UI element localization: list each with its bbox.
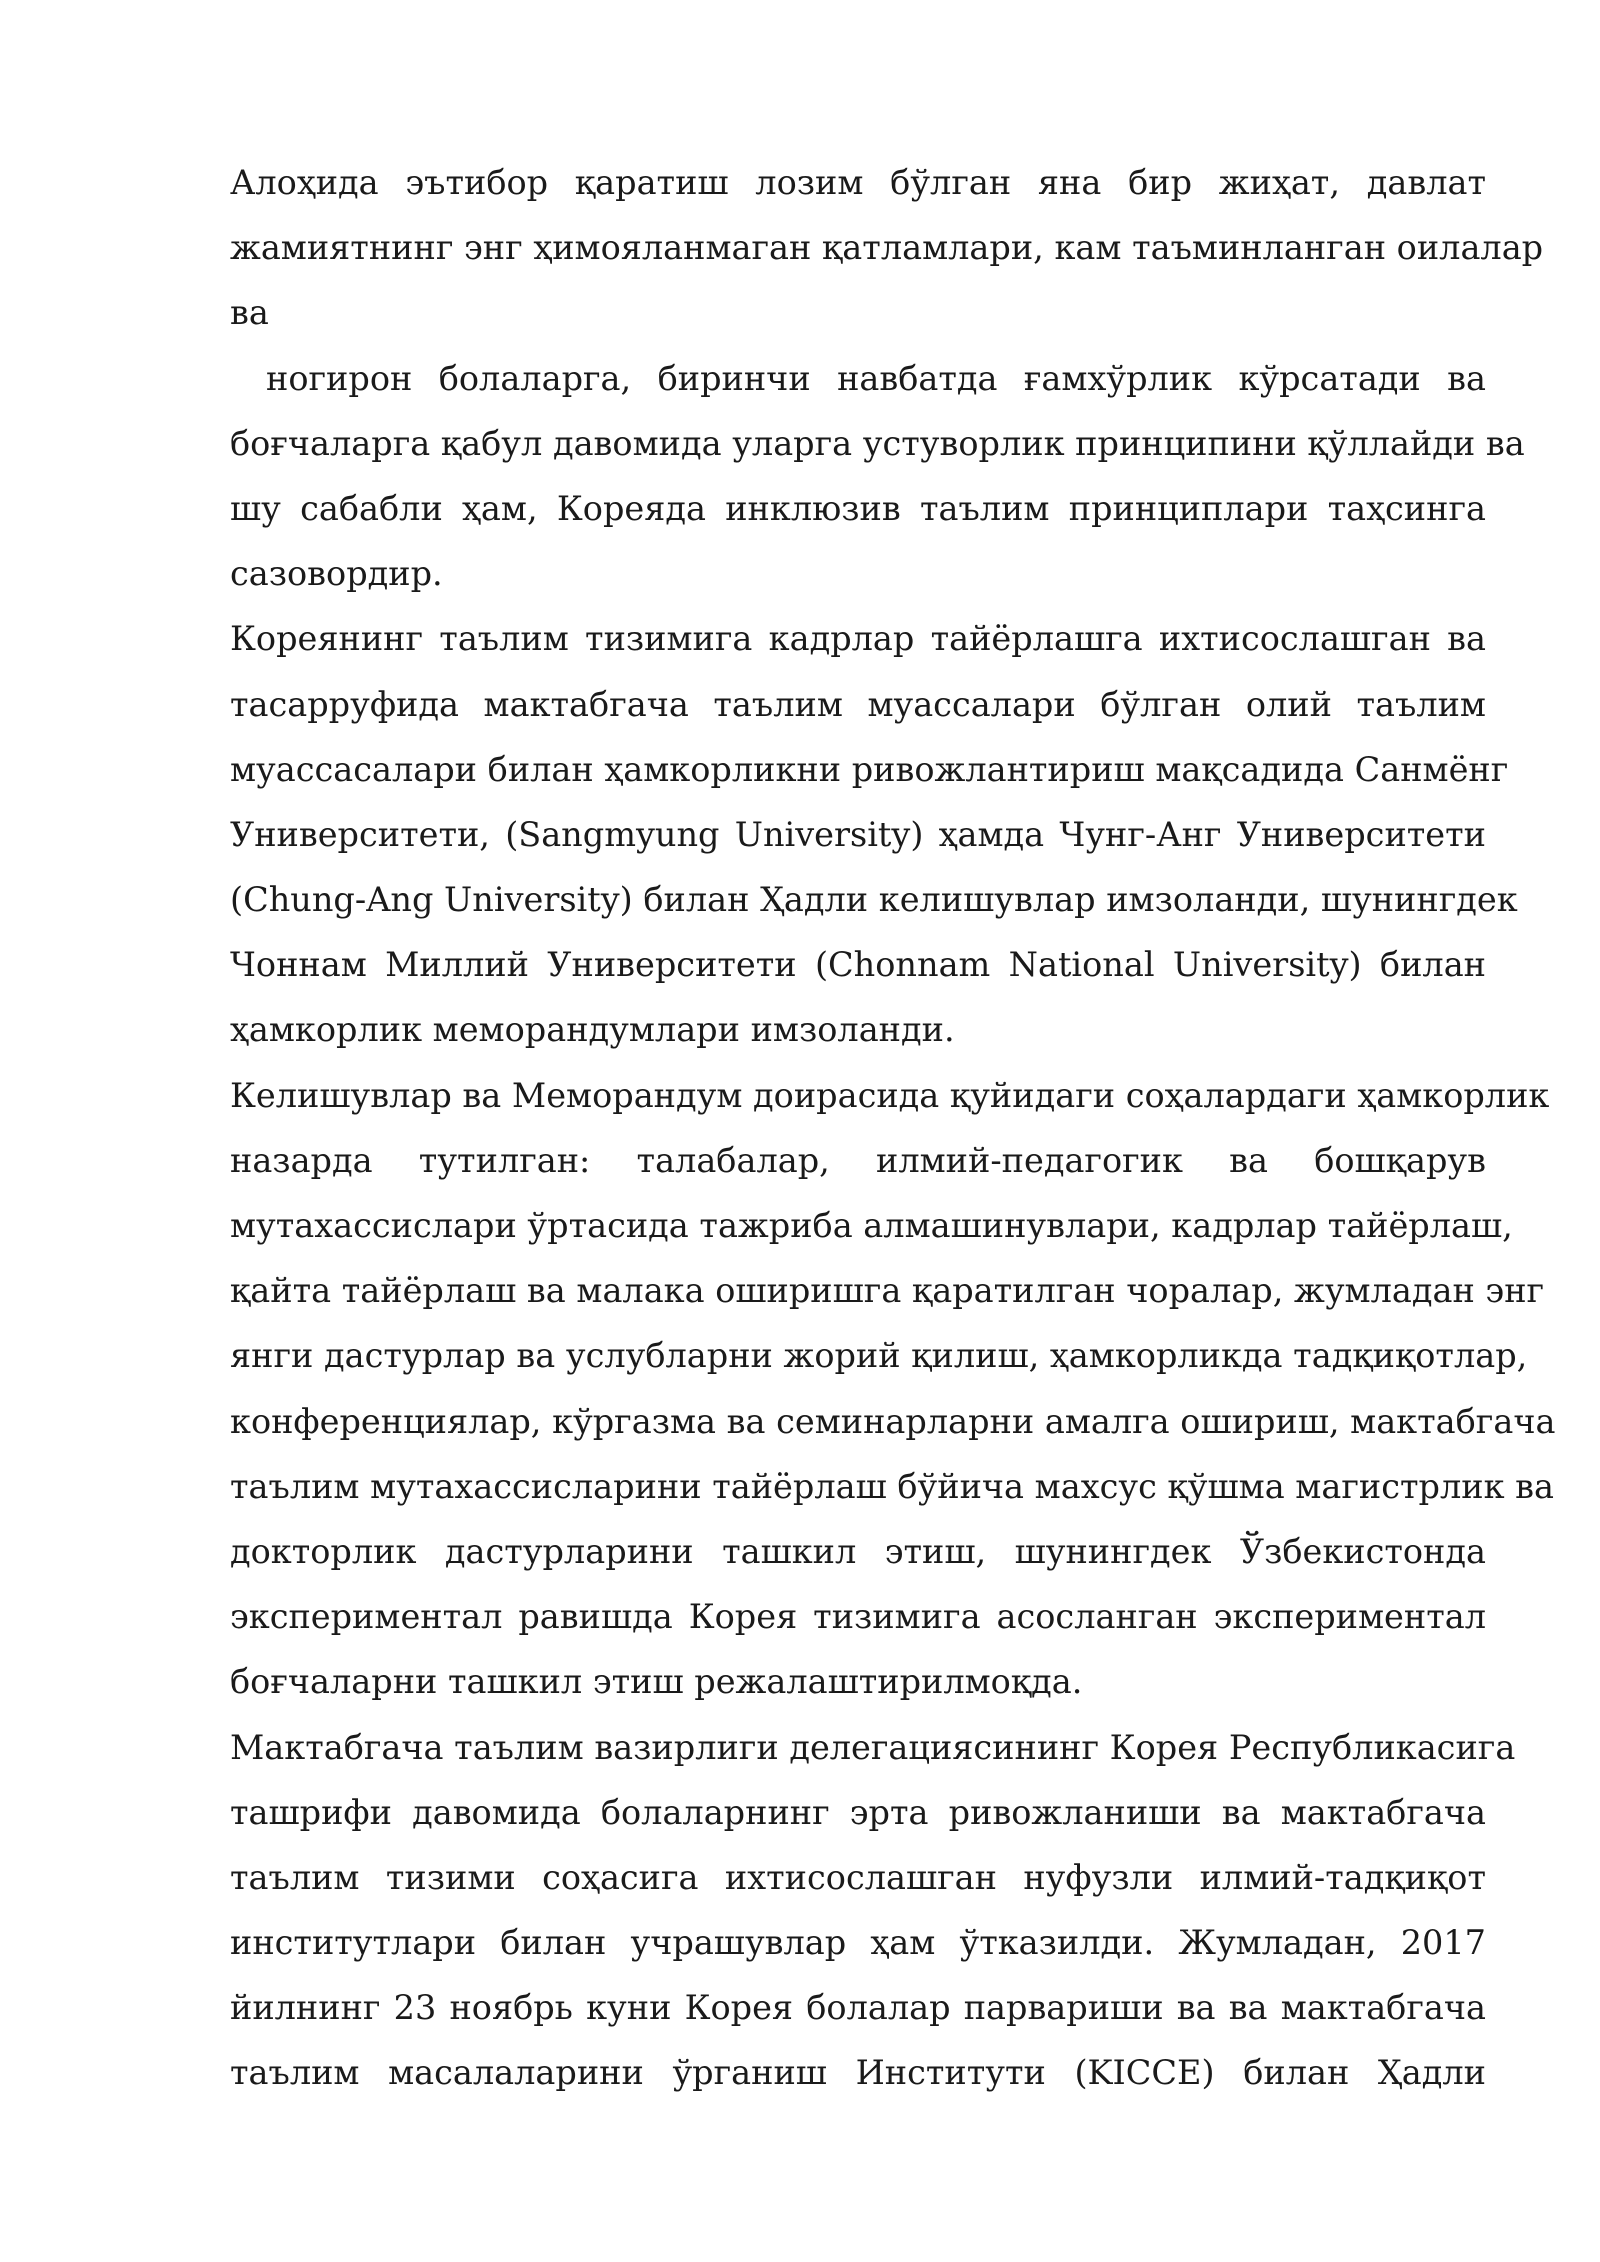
- text-line: қайта тайёрлаш ва малака оширишга қаратилган чоралар, жумладан энг: [230, 1271, 1545, 1311]
- text-line: таълим тизими соҳасига ихтисослашган нуфузли илмий-тадқиқот: [230, 1857, 1486, 1897]
- text-line: ногирон болаларга, биринчи навбатда ғамхўрлик кўрсатади ва: [266, 358, 1486, 398]
- text-line: боғчаларга қабул давомида уларга устуворлик принципини қўллайди ва: [230, 423, 1525, 463]
- text-line: мутахассислари ўртасида тажриба алмашинувлари, кадрлар тайёрлаш,: [230, 1206, 1513, 1245]
- text-line: экспериментал равишда Корея тизимига асосланган экспериментал: [230, 1597, 1486, 1637]
- text-line: йилнинг 23 ноябрь куни Корея болалар парвариши ва ва мактабгача: [230, 1988, 1486, 2028]
- text-line: Мактабгача таълим вазирлиги делегациясининг Корея Республикасига: [230, 1727, 1516, 1767]
- body-text: [230, 150, 1556, 2106]
- text-line: боғчаларни ташкил этиш режалаштирилмоқда.: [230, 1662, 1083, 1702]
- text-line: конференциялар, кўргазма ва семинарларни амалга ошириш, мактабгача: [230, 1401, 1556, 1441]
- text-line: муассасалари билан ҳамкорликни ривожлантириш мақсадида Санмёнг: [230, 749, 1509, 789]
- text-line: (Chung-Ang University) билан Ҳадли келишувлар имзоланди, шунингдек: [230, 880, 1518, 920]
- text-line: Кореянинг таълим тизимига кадрлар тайёрлашга ихтисослашган ва: [230, 619, 1486, 659]
- text-line: таълим масалаларини ўрганиш Институти (KICCE) билан Ҳадли: [230, 2053, 1486, 2093]
- text-line: ташрифи давомида болаларнинг эрта ривожланиши ва мактабгача: [230, 1792, 1486, 1832]
- text-line: ва: [230, 293, 269, 333]
- text-line: Келишувлар ва Меморандум доирасида қуйидаги соҳалардаги ҳамкорлик: [230, 1075, 1550, 1115]
- text-line: Чоннам Миллий Университети (Chonnam National University) билан: [230, 945, 1486, 985]
- text-line: назарда тутилган: талабалар, илмий-педагогик ва бошқарув: [230, 1140, 1486, 1180]
- text-line: Университети, (Sangmyung University) ҳамда Чунг-Анг Университети: [230, 814, 1486, 854]
- text-line: тасарруфида мактабгача таълим муассалари бўлган олий таълим: [230, 684, 1486, 724]
- text-line: Алоҳида эътибор қаратиш лозим бўлган яна бир жиҳат, давлат: [230, 163, 1486, 202]
- text-line: жамиятнинг энг ҳимояланмаган қатламлари, кам таъминланган оилалар: [230, 228, 1544, 268]
- text-line: сазовордир.: [230, 554, 443, 594]
- text-line: таълим мутахассисларини тайёрлаш бўйича махсус қўшма магистрлик ва: [230, 1466, 1554, 1506]
- text-line: докторлик дастурларини ташкил этиш, шунингдек Ўзбекистонда: [230, 1531, 1486, 1571]
- text-line: ҳамкорлик меморандумлари имзоланди.: [230, 1010, 955, 1050]
- text-line: шу сабабли ҳам, Кореяда инклюзив таълим принциплари таҳсинга: [230, 488, 1486, 528]
- text-line: институтлари билан учрашувлар ҳам ўтказилди. Жумладан, 2017: [230, 1923, 1486, 1963]
- text-line: янги дастурлар ва услубларни жорий қилиш, ҳамкорликда тадқиқотлар,: [230, 1336, 1528, 1376]
